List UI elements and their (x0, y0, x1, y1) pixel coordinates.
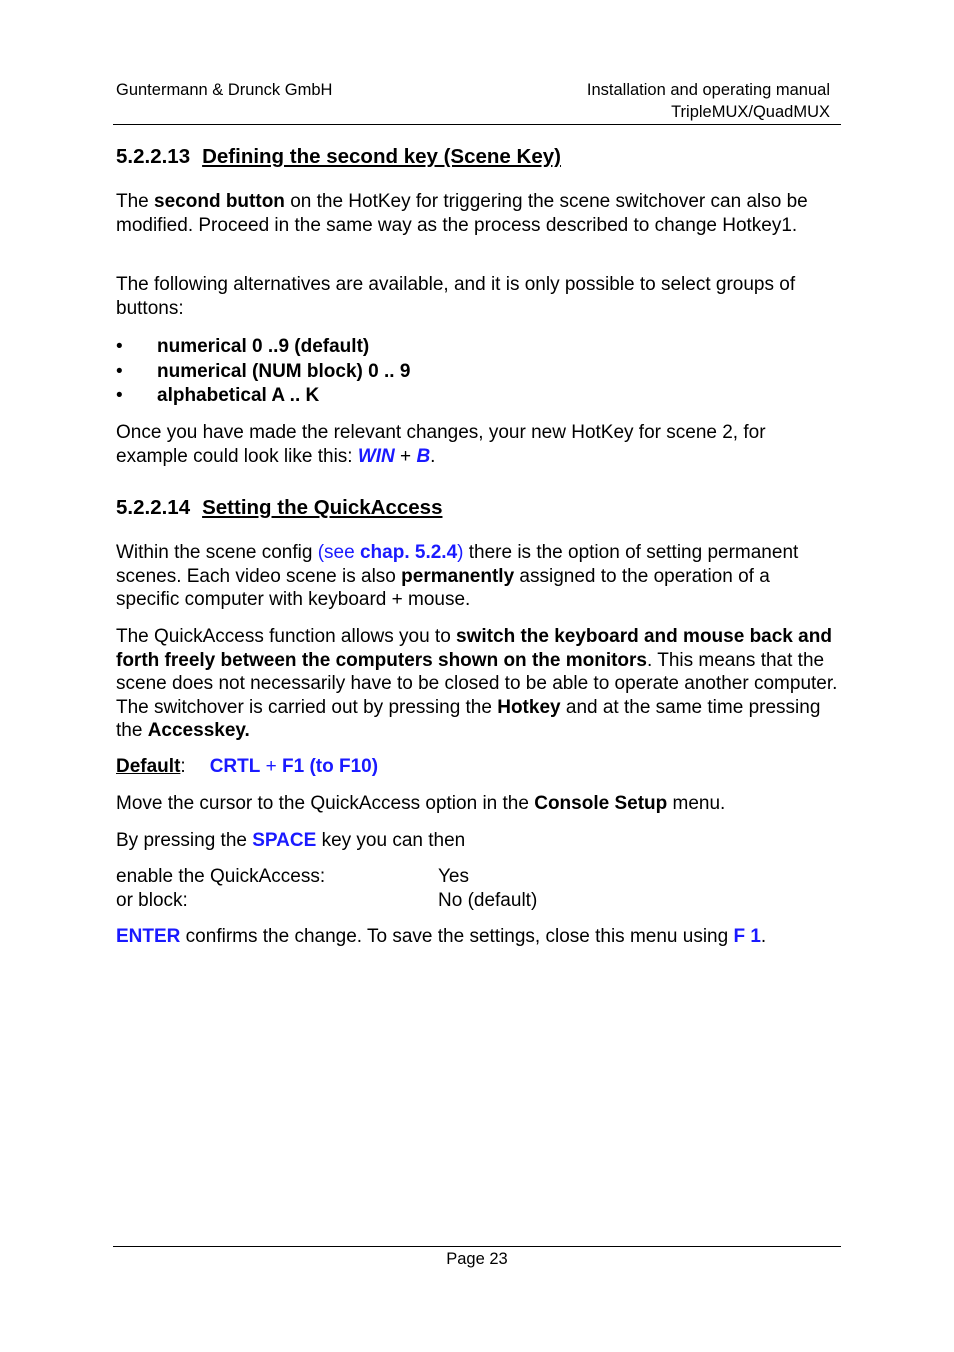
text-run: (see (317, 542, 360, 563)
text-run: confirms the change. To save the settings, close this menu using (180, 926, 734, 947)
section-heading-scene-key (116, 145, 561, 169)
page-number: Page 23 (446, 1250, 508, 1268)
option-value: No (default) (438, 890, 538, 911)
text-run: . This means that the scene does not necessarily have to be closed to be able to operate another computer. The switchover is carried out by pressing the (116, 649, 838, 718)
default-label: Default (116, 756, 181, 777)
footer-rule (113, 1246, 841, 1247)
key-space: SPACE (252, 830, 317, 851)
text-run: By pressing the (116, 830, 253, 851)
text-run: key you can then (316, 830, 466, 851)
key-enter: ENTER (116, 926, 181, 947)
paragraph-hotkey-example (116, 421, 838, 468)
bold-term: Accesskey. (147, 720, 250, 742)
bullet-icon: • (116, 336, 123, 357)
text-run: Move the cursor to the QuickAccess option in the (116, 793, 535, 814)
default-keys-line (116, 755, 838, 779)
bold-term: Hotkey (497, 696, 561, 718)
text-run: . (430, 445, 436, 467)
list-item (116, 335, 838, 360)
bullet-icon: • (116, 360, 123, 382)
text-run: on the HotKey for triggering the scene switchover can also be modified. Proceed in the same way as the process described to change Hotkey1. (116, 191, 808, 236)
option-label: enable the QuickAccess: (116, 866, 326, 887)
list-item-text: alphabetical A .. K (157, 385, 320, 406)
header-manual-line1: Installation and operating manual (586, 81, 830, 99)
text-run: ) (457, 542, 464, 563)
key-win: WIN (357, 445, 395, 467)
option-row (116, 889, 537, 913)
bold-term: second button (154, 191, 285, 212)
option-value: Yes (438, 866, 469, 887)
text-run: The QuickAccess function allows you to (116, 626, 457, 647)
paragraph-scene-config (116, 541, 838, 612)
bullet-list (116, 335, 838, 409)
list-item-text: numerical (NUM block) 0 .. 9 (157, 360, 411, 382)
paragraph-console-setup (116, 792, 838, 816)
header-rule (113, 124, 841, 125)
text-run: and at the same time pressing the (116, 696, 821, 742)
list-item (116, 360, 838, 385)
bold-term: permanently (401, 565, 515, 587)
section-heading-quickaccess (116, 496, 442, 520)
key-b: B (416, 445, 431, 467)
text-run: : (180, 756, 186, 777)
list-item-text: numerical 0 ..9 (default) (157, 336, 370, 357)
paragraph-alternatives: The following alternatives are available, and it is only possible to select groups of buttons: (116, 274, 796, 319)
paragraph-enter-confirm (116, 925, 838, 949)
section-title: Defining the second key (Scene Key) (202, 145, 561, 168)
header-company: Guntermann & Drunck GmbH (116, 81, 333, 99)
text-run: Within the scene config (116, 542, 318, 563)
section-title: Setting the QuickAccess (202, 496, 443, 519)
option-row (116, 865, 537, 889)
text-run: menu. (667, 793, 726, 814)
bold-term: switch the keyboard and mouse back and forth freely between the computers shown on the monitors (116, 626, 832, 671)
paragraph-second-button (116, 190, 838, 237)
list-item (116, 384, 838, 409)
header-manual-line2: TripleMUX/QuadMUX (671, 103, 830, 121)
text-run: . (760, 926, 767, 947)
text-run: there is the option of setting permanent scenes. Each video scene is also (116, 542, 799, 587)
key-f1-f10: F1 (to F10) (282, 756, 379, 777)
bullet-icon: • (116, 385, 123, 406)
text-run: Once you have made the relevant changes, your new HotKey for scene 2, for example could look like this: (116, 422, 766, 467)
header-manual-title (587, 79, 830, 123)
chapter-link[interactable]: chap. 5.2.4 (359, 542, 458, 563)
text-run: assigned to the operation of a specific computer with keyboard + mouse. (116, 565, 770, 611)
section-number: 5.2.2.14 (116, 496, 191, 519)
options-table (116, 865, 537, 913)
bold-term: Console Setup (534, 793, 668, 814)
key-ctrl: CRTL (209, 756, 261, 777)
option-label: or block: (116, 890, 188, 911)
plus-sign: + (394, 445, 417, 467)
paragraph-quickaccess-function (116, 625, 838, 743)
key-f1: F 1 (733, 926, 761, 947)
section-number: 5.2.2.13 (116, 145, 191, 168)
text-run: The (116, 191, 155, 212)
plus-sign: + (260, 756, 282, 777)
paragraph-space-key (116, 829, 838, 853)
